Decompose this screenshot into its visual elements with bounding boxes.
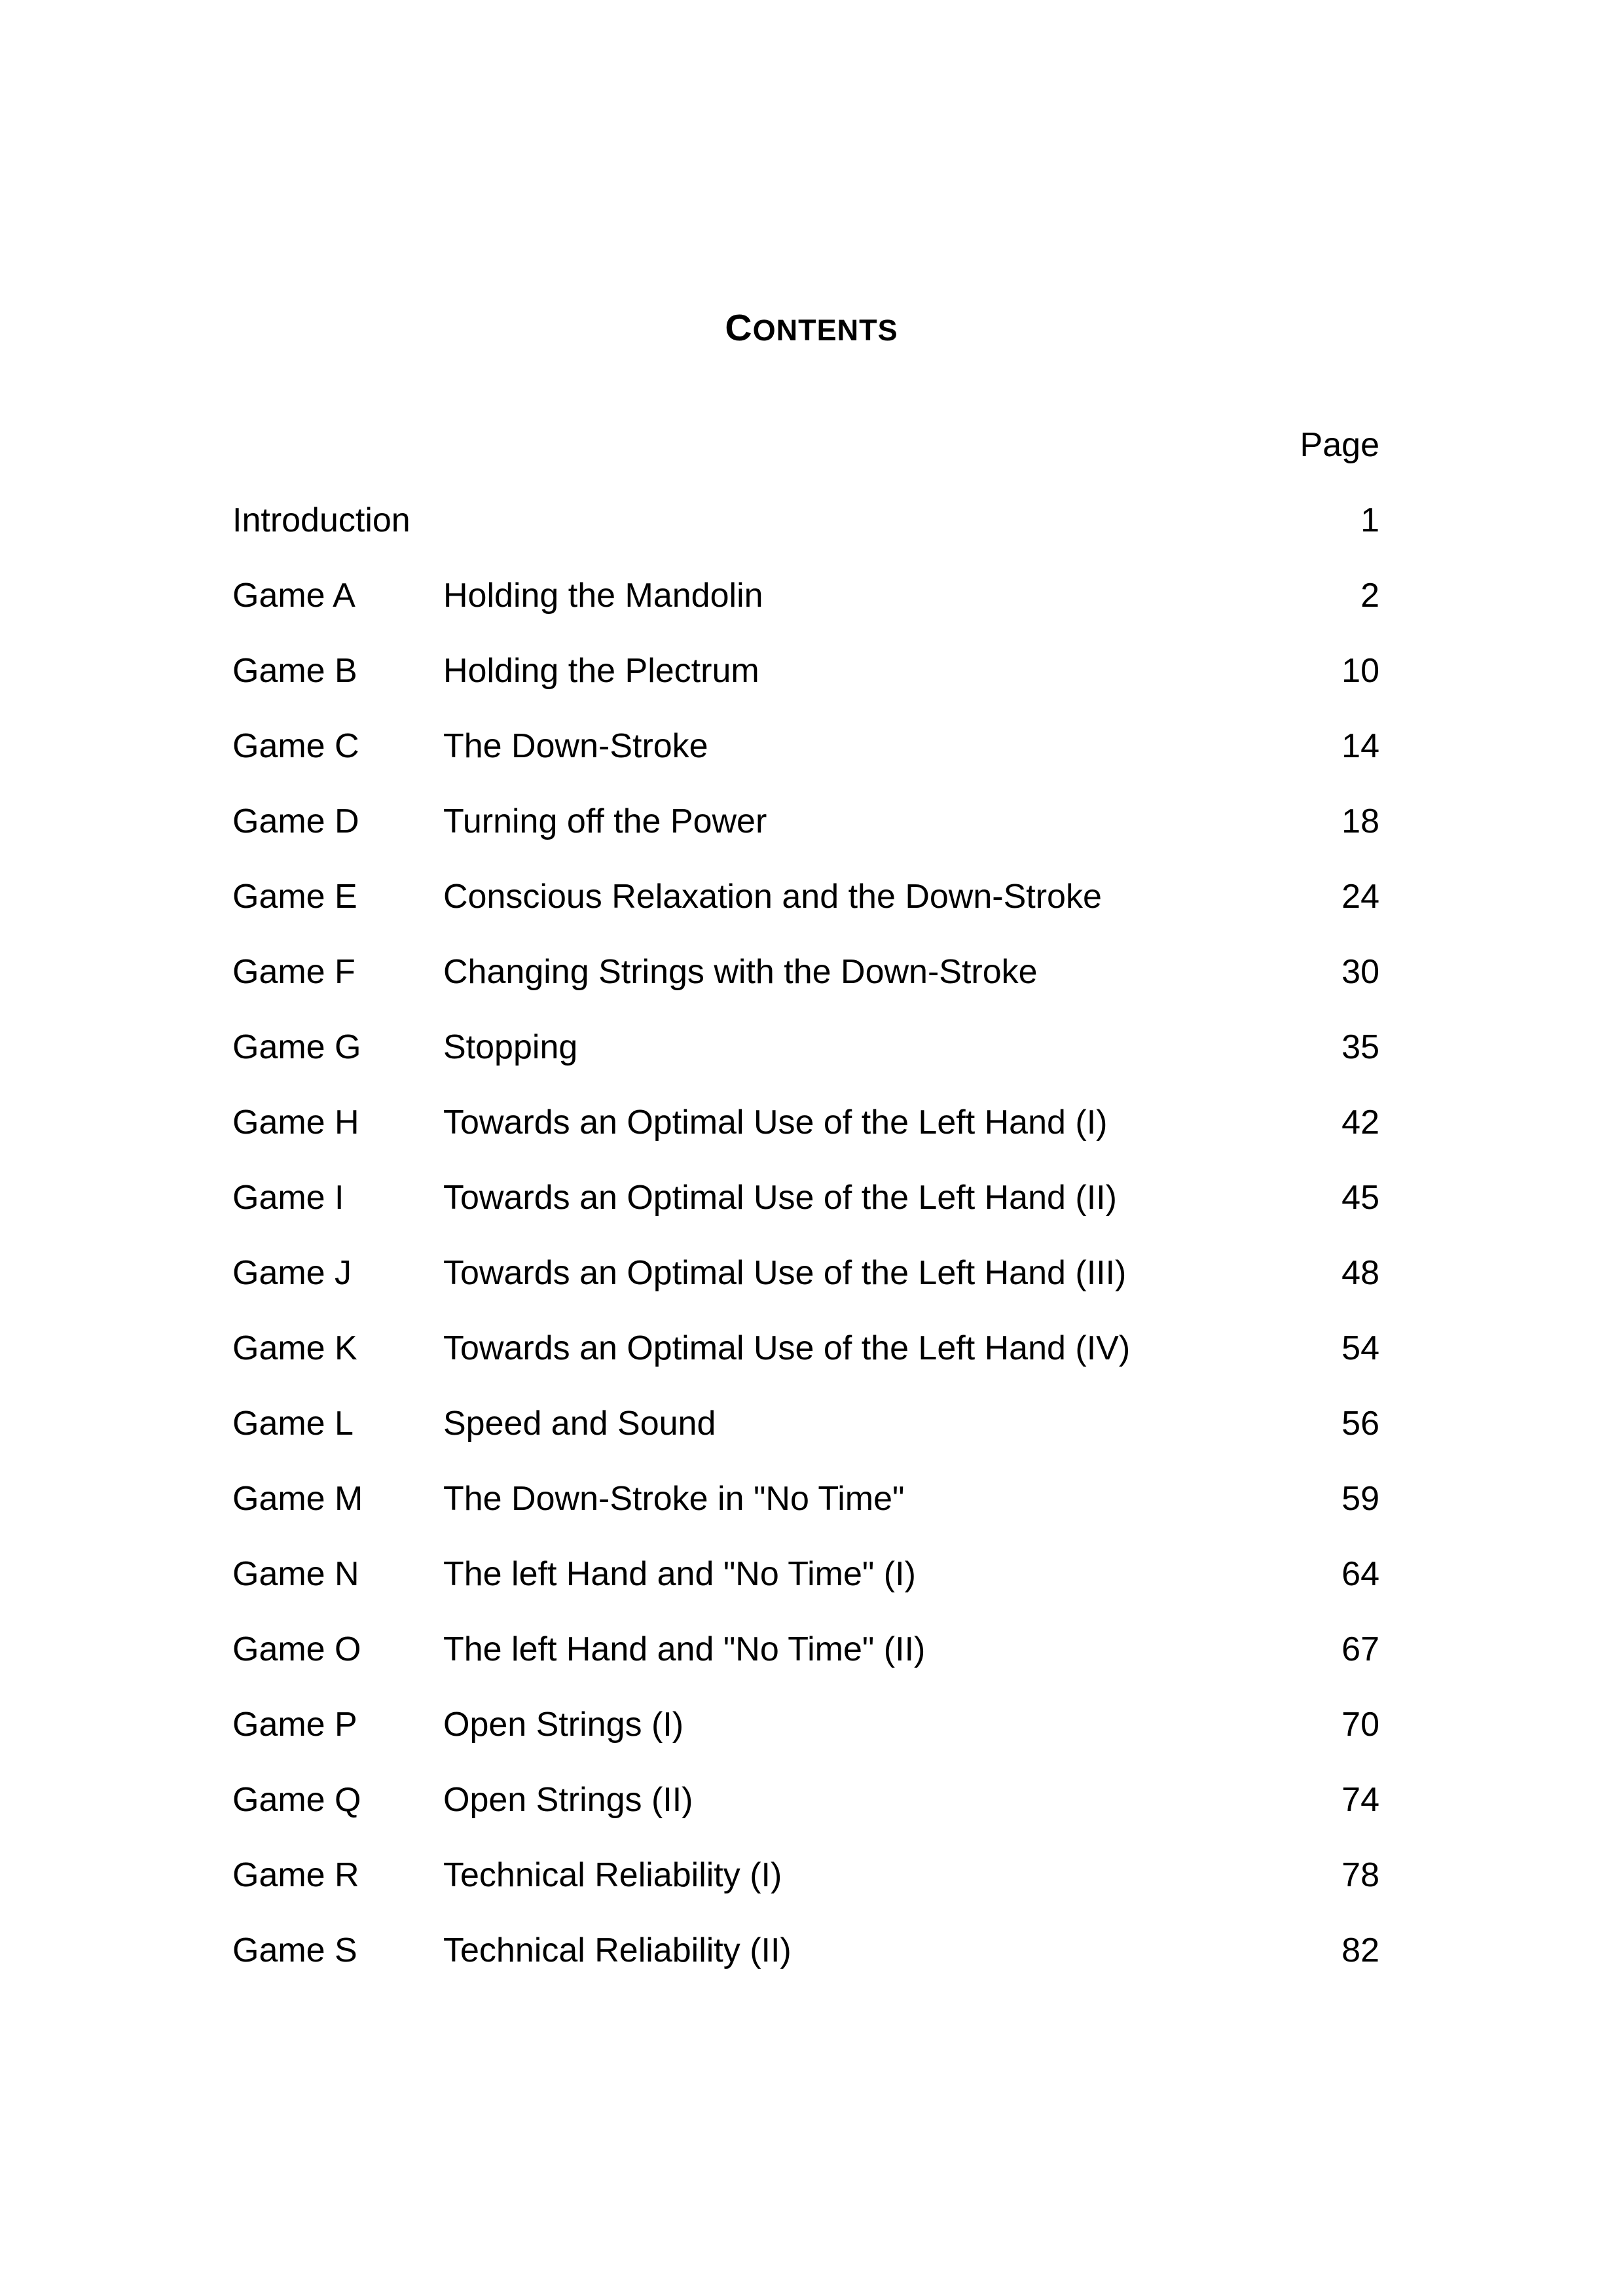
toc-row <box>232 651 1379 726</box>
toc-entry-title: The Down-Stroke in "No Time" <box>443 1480 905 1518</box>
toc-entry-title: Speed and Sound <box>443 1405 716 1443</box>
table-of-contents <box>232 501 1379 2006</box>
toc-entry-label: Game D <box>232 802 359 840</box>
toc-entry-title: Towards an Optimal Use of the Left Hand (III) <box>443 1254 1127 1292</box>
toc-entry-page-number: 10 <box>1341 652 1379 690</box>
toc-entry-label: Game O <box>232 1630 361 1668</box>
toc-entry-page-number: 24 <box>1341 878 1379 916</box>
toc-entry-title: Technical Reliability (I) <box>443 1856 782 1894</box>
toc-entry-label: Game R <box>232 1856 359 1894</box>
toc-entry-label: Game B <box>232 652 357 690</box>
toc-entry-page-number: 48 <box>1341 1254 1379 1292</box>
toc-row <box>232 1404 1379 1479</box>
toc-entry-page-number: 45 <box>1341 1179 1379 1217</box>
toc-entry-title: Towards an Optimal Use of the Left Hand (II) <box>443 1179 1117 1217</box>
toc-entry-page-number: 67 <box>1341 1630 1379 1668</box>
toc-entry-title: Holding the Plectrum <box>443 652 759 690</box>
toc-entry-page-number: 14 <box>1341 727 1379 765</box>
toc-row <box>232 726 1379 802</box>
toc-entry-label: Game E <box>232 878 357 916</box>
toc-entry-label: Game L <box>232 1405 354 1443</box>
toc-row <box>232 877 1379 952</box>
toc-entry-title: The left Hand and "No Time" (I) <box>443 1555 916 1593</box>
toc-entry-label: Game A <box>232 577 356 615</box>
toc-entry-title: Holding the Mandolin <box>443 577 763 615</box>
toc-entry-label: Game F <box>232 953 356 991</box>
toc-entry-page-number: 74 <box>1341 1781 1379 1819</box>
toc-row <box>232 1856 1379 1931</box>
toc-entry-title: The left Hand and "No Time" (II) <box>443 1630 926 1668</box>
toc-entry-label: Game P <box>232 1706 357 1744</box>
toc-entry-label: Game G <box>232 1028 361 1066</box>
toc-entry-page-number: 1 <box>1360 501 1379 539</box>
toc-row <box>232 501 1379 576</box>
toc-row <box>232 1630 1379 1705</box>
toc-row <box>232 1028 1379 1103</box>
toc-entry-page-number: 54 <box>1341 1329 1379 1367</box>
toc-entry-page-number: 30 <box>1341 953 1379 991</box>
toc-entry-label: Game H <box>232 1103 359 1141</box>
toc-entry-page-number: 2 <box>1360 577 1379 615</box>
toc-entry-page-number: 70 <box>1341 1706 1379 1744</box>
toc-row <box>232 1178 1379 1253</box>
toc-row <box>232 1329 1379 1404</box>
toc-entry-page-number: 56 <box>1341 1405 1379 1443</box>
toc-entry-label: Game I <box>232 1179 344 1217</box>
toc-row <box>232 1554 1379 1630</box>
toc-entry-title: Open Strings (II) <box>443 1781 693 1819</box>
toc-row <box>232 952 1379 1028</box>
toc-entry-title: Technical Reliability (II) <box>443 1931 792 1969</box>
toc-row <box>232 576 1379 651</box>
toc-entry-label: Game J <box>232 1254 352 1292</box>
toc-entry-page-number: 42 <box>1341 1103 1379 1141</box>
page-column-header: Page <box>1300 426 1379 464</box>
toc-entry-title: Towards an Optimal Use of the Left Hand (IV) <box>443 1329 1131 1367</box>
toc-entry-label: Game N <box>232 1555 359 1593</box>
toc-entry-page-number: 64 <box>1341 1555 1379 1593</box>
toc-entry-page-number: 35 <box>1341 1028 1379 1066</box>
toc-entry-label: Game C <box>232 727 359 765</box>
toc-row <box>232 1705 1379 1780</box>
toc-entry-title: Changing Strings with the Down-Stroke <box>443 953 1038 991</box>
page-title: CONTENTS <box>725 307 898 349</box>
toc-entry-title: Turning off the Power <box>443 802 767 840</box>
toc-entry-title: Conscious Relaxation and the Down-Stroke <box>443 878 1102 916</box>
toc-entry-page-number: 78 <box>1341 1856 1379 1894</box>
toc-entry-page-number: 82 <box>1341 1931 1379 1969</box>
toc-entry-title: The Down-Stroke <box>443 727 708 765</box>
toc-row <box>232 1780 1379 1856</box>
toc-entry-label: Game S <box>232 1931 357 1969</box>
toc-entry-page-number: 18 <box>1341 802 1379 840</box>
toc-row <box>232 1253 1379 1329</box>
toc-row <box>232 802 1379 877</box>
toc-entry-title: Open Strings (I) <box>443 1706 684 1744</box>
toc-entry-label: Introduction <box>232 501 410 539</box>
toc-row <box>232 1103 1379 1178</box>
toc-entry-title: Stopping <box>443 1028 578 1066</box>
toc-entry-label: Game Q <box>232 1781 361 1819</box>
toc-row <box>232 1931 1379 2006</box>
toc-entry-page-number: 59 <box>1341 1480 1379 1518</box>
toc-entry-title: Towards an Optimal Use of the Left Hand (I) <box>443 1103 1108 1141</box>
toc-entry-label: Game M <box>232 1480 363 1518</box>
toc-entry-label: Game K <box>232 1329 357 1367</box>
toc-row <box>232 1479 1379 1554</box>
